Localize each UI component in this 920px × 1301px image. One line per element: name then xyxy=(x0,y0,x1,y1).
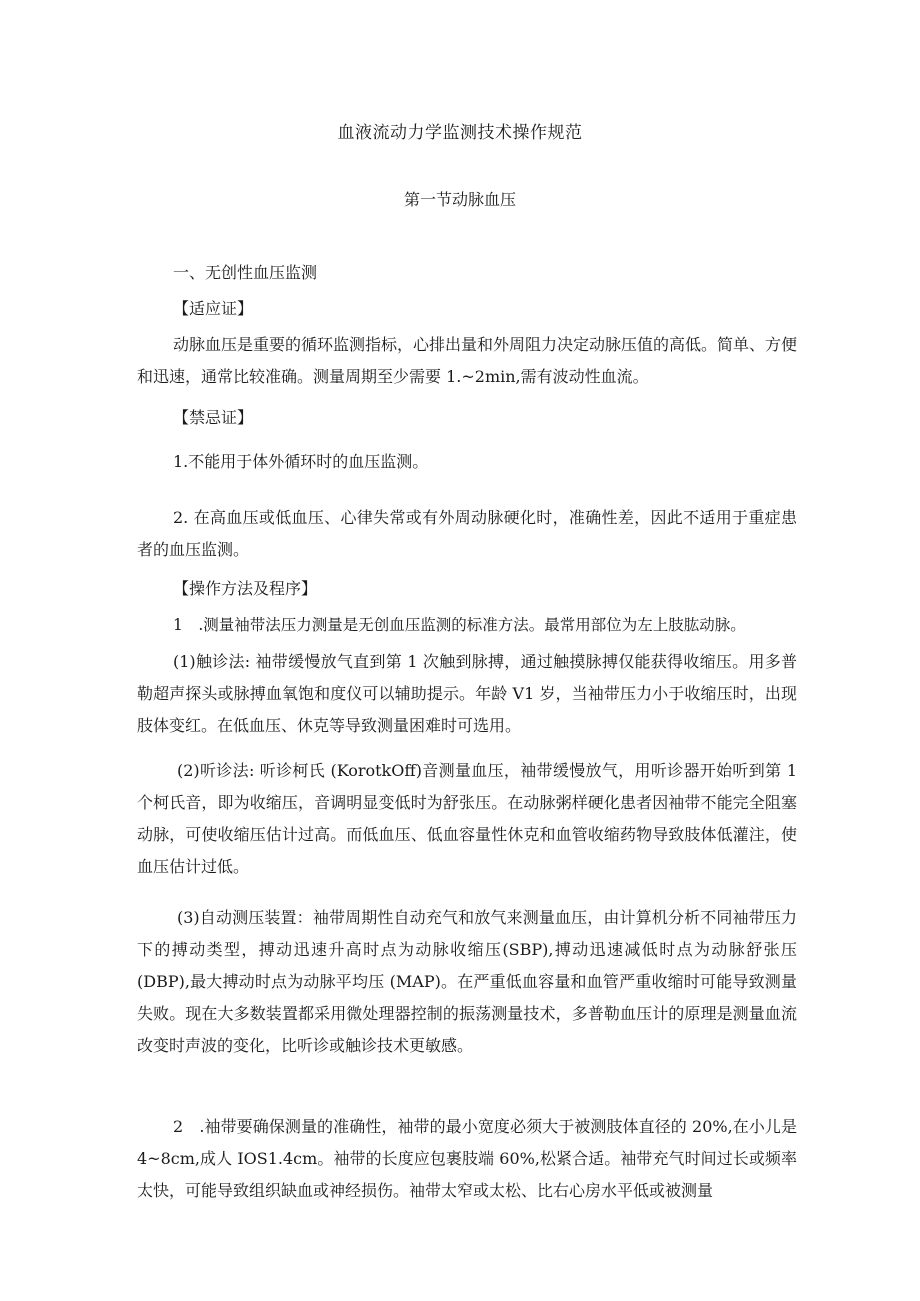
procedure-item-1: 1 .测量袖带法压力测量是无创血压监测的标准方法。最常用部位为左上肢肱动脉。 xyxy=(173,616,746,634)
contraindication-item-2: 2. 在高血压或低血压、心律失常或有外周动脉硬化时，准确性差，因此不适用于重症患者的血压监测。 xyxy=(137,508,797,559)
procedure-item-1-automatic-device: (3)自动测压装置：袖带周期性自动充气和放气来测量血压，由计算机分析不同袖带压力下的搏动类型，搏动迅速升高时点为动脉收缩压(SBP),搏动迅速减低时点为动脉舒张压(DBP),最大搏动时点为动脉平均压 (MAP)。在严重低血容量和血管严重收缩时可能导致测量失败。现在大多数装置都采用微处理器控制的振荡测量技术，多普勒血压计的原理是测量血流改变时声波的变化，比听诊或触诊技术更敏感。 xyxy=(137,908,797,1055)
procedure-item-2-cuff: 2 .袖带要确保测量的准确性，袖带的最小宽度必须大于被测肢体直径的 20%,在小儿是 4~8cm,成人 IOS1.4cm。袖带的长度应包裹肢端 60%,松紧合适。袖带充气时间过长或频率太快，可能导致组织缺血或神经损伤。袖带太窄或太松、比右心房水平低或被测量 xyxy=(137,1117,797,1200)
procedure-label: 【操作方法及程序】 xyxy=(173,579,318,598)
procedure-item-1-palpation: (1)触诊法: 袖带缓慢放气直到第 1 次触到脉搏，通过触摸脉搏仅能获得收缩压。用多普勒超声探头或脉搏血氧饱和度仪可以辅助提示。年龄 V1 岁，当袖带压力小于收缩压时，出现肢体变红。在低血压、休克等导致测量困难时可选用。 xyxy=(137,652,797,735)
indications-paragraph: 动脉血压是重要的循环监测指标，心排出量和外周阻力决定动脉压值的高低。简单、方便和迅速，通常比较准确。测量周期至少需要 1.~2min,需有波动性血流。 xyxy=(137,335,798,386)
procedure-item-1-auscultation: (2)听诊法: 听诊柯氏 (KorotkOff)音测量血压，袖带缓慢放气，用听诊器开始听到第 1 个柯氏音，即为收缩压，音调明显变低时为舒张压。在动脉粥样硬化患者因袖带不能完全阻塞动脉，可使收缩压估计过高。而低血压、低血容量性休克和血管收缩药物导致肢体低灌注，使血压估计过低。 xyxy=(137,761,797,876)
section-title: 第一节动脉血压 xyxy=(403,190,516,209)
contraindications-label: 【禁忌证】 xyxy=(173,408,254,427)
indications-label: 【适应证】 xyxy=(173,299,254,318)
contraindication-item-1: 1.不能用于体外循环时的血压监测。 xyxy=(173,452,429,471)
heading-noninvasive-bp: 一、无创性血压监测 xyxy=(173,263,318,282)
document-title: 血液流动力学监测技术操作规范 xyxy=(337,123,583,143)
